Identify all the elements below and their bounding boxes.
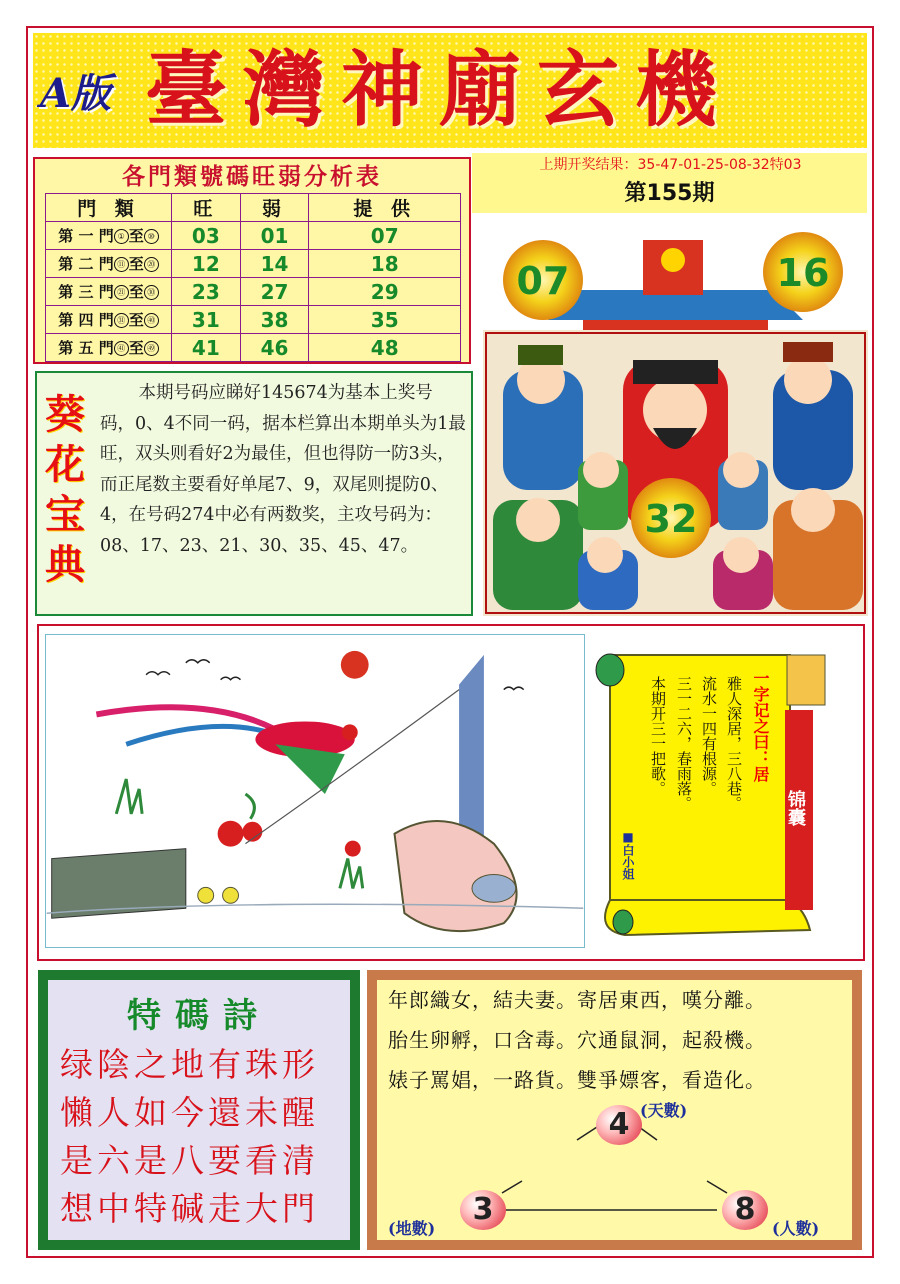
treasure-text: 本期号码应睇好145674为基本上奖号码，0、4不同一码，据本栏算出本期单头为1最旺，双头则看好2为最佳，但也得防一防3头，而正尾数主要看好单尾7、9，双尾则提防0、4，在号码274中必有两数奖，主攻号码为：08、17、23、21、30、35、45、47。 <box>100 383 466 556</box>
column-header: 門 類 <box>46 194 172 222</box>
table-row <box>46 250 461 278</box>
poem-line: 懶人如今還未醒 <box>60 1093 319 1132</box>
edition-badge: A版 <box>40 70 112 117</box>
analysis-table-title: 各門類號碼旺弱分析表 <box>122 164 382 190</box>
verse-line: 年郎織女，結夫妻。寄居東西，嘆分離。 <box>388 988 766 1012</box>
cell-wang: 23 <box>172 278 241 306</box>
temple-illustration <box>483 220 868 616</box>
cell-tigong: 18 <box>309 250 461 278</box>
row-label: 第 五 門 ㊶ 至 ㊾ <box>46 334 172 362</box>
scroll-top-roll <box>596 654 624 686</box>
poem-line: 想中特碱走大門 <box>60 1189 319 1228</box>
fruit-icon <box>345 841 361 857</box>
row-label: 第 二 門 ⑪ 至 ⑳ <box>46 250 172 278</box>
box-icon <box>52 849 186 919</box>
cell-tigong: 35 <box>309 306 461 334</box>
ball-right-number: 16 <box>776 251 830 295</box>
cell-wang: 31 <box>172 306 241 334</box>
fruit-icon <box>198 887 214 903</box>
poem-line: 是六是八要看清 <box>60 1141 319 1180</box>
cell-tigong: 48 <box>309 334 461 362</box>
cell-tigong: 07 <box>309 222 461 250</box>
issue-number: 第155期 <box>624 181 715 206</box>
money-bag-icon <box>787 655 825 705</box>
poem-title: 特碼詩 <box>127 996 271 1036</box>
column-header: 提 供 <box>309 194 461 222</box>
table-header-row <box>46 194 461 222</box>
man-label: (人數) <box>772 1219 820 1238</box>
analysis-table <box>45 193 461 362</box>
row-label: 第 一 門 ① 至 ⑩ <box>46 222 172 250</box>
scroll-column: 三一二六，春雨落。 <box>675 676 693 811</box>
ball-center-number: 32 <box>644 497 698 541</box>
table-row <box>46 222 461 250</box>
earth-label: (地數) <box>388 1219 436 1238</box>
sky-label: (天數) <box>640 1101 688 1120</box>
page-title: 臺灣神廟玄機 <box>145 42 734 138</box>
cell-tigong: 29 <box>309 278 461 306</box>
row-label: 第 三 門 ㉑ 至 ㉚ <box>46 278 172 306</box>
rock-hole <box>472 874 516 902</box>
verse-line: 胎生卵孵，口含毒。穴通鼠洞，起殺機。 <box>388 1028 766 1052</box>
table-row <box>46 334 461 362</box>
table-row <box>46 278 461 306</box>
cell-ruo: 46 <box>240 334 309 362</box>
column-header: 弱 <box>240 194 309 222</box>
cell-wang: 41 <box>172 334 241 362</box>
man-number: 8 <box>722 1190 768 1230</box>
earth-number: 3 <box>460 1190 506 1230</box>
sun-emblem <box>661 248 685 272</box>
riddle-illustration <box>45 634 585 948</box>
scroll-author: ■白小姐 <box>621 830 635 880</box>
sun-icon <box>341 651 369 679</box>
cell-wang: 03 <box>172 222 241 250</box>
tag-bottom-text: 锦囊 <box>785 790 806 826</box>
cell-wang: 12 <box>172 250 241 278</box>
scroll-column: 雅人深居，三八巷。 <box>725 676 743 811</box>
column-header: 旺 <box>172 194 241 222</box>
verse-line: 婊子罵娼，一路貨。雙爭嫖客，看造化。 <box>388 1068 766 1092</box>
last-result: 上期开奖结果：35-47-01-25-08-32特03 <box>539 157 802 173</box>
poem-line: 绿陰之地有珠形 <box>60 1045 319 1084</box>
fruit-icon <box>223 887 239 903</box>
scroll-bottom-roll <box>605 900 810 935</box>
cell-ruo: 14 <box>240 250 309 278</box>
cell-ruo: 01 <box>240 222 309 250</box>
scroll-column: 流水一四有根源。 <box>700 676 718 796</box>
ball-left-number: 07 <box>516 259 570 303</box>
treasure-title: 葵花宝典 <box>45 391 85 588</box>
tag-top-text: 赢钱 <box>815 750 836 786</box>
cell-ruo: 27 <box>240 278 309 306</box>
row-label: 第 四 門 ㉛ 至 ㊵ <box>46 306 172 334</box>
cell-ruo: 38 <box>240 306 309 334</box>
sky-number: 4 <box>596 1105 642 1145</box>
scroll-heading: 一字记之曰：居 <box>751 670 770 782</box>
scroll-column: 本期开三一把歌。 <box>649 676 667 796</box>
table-row <box>46 306 461 334</box>
